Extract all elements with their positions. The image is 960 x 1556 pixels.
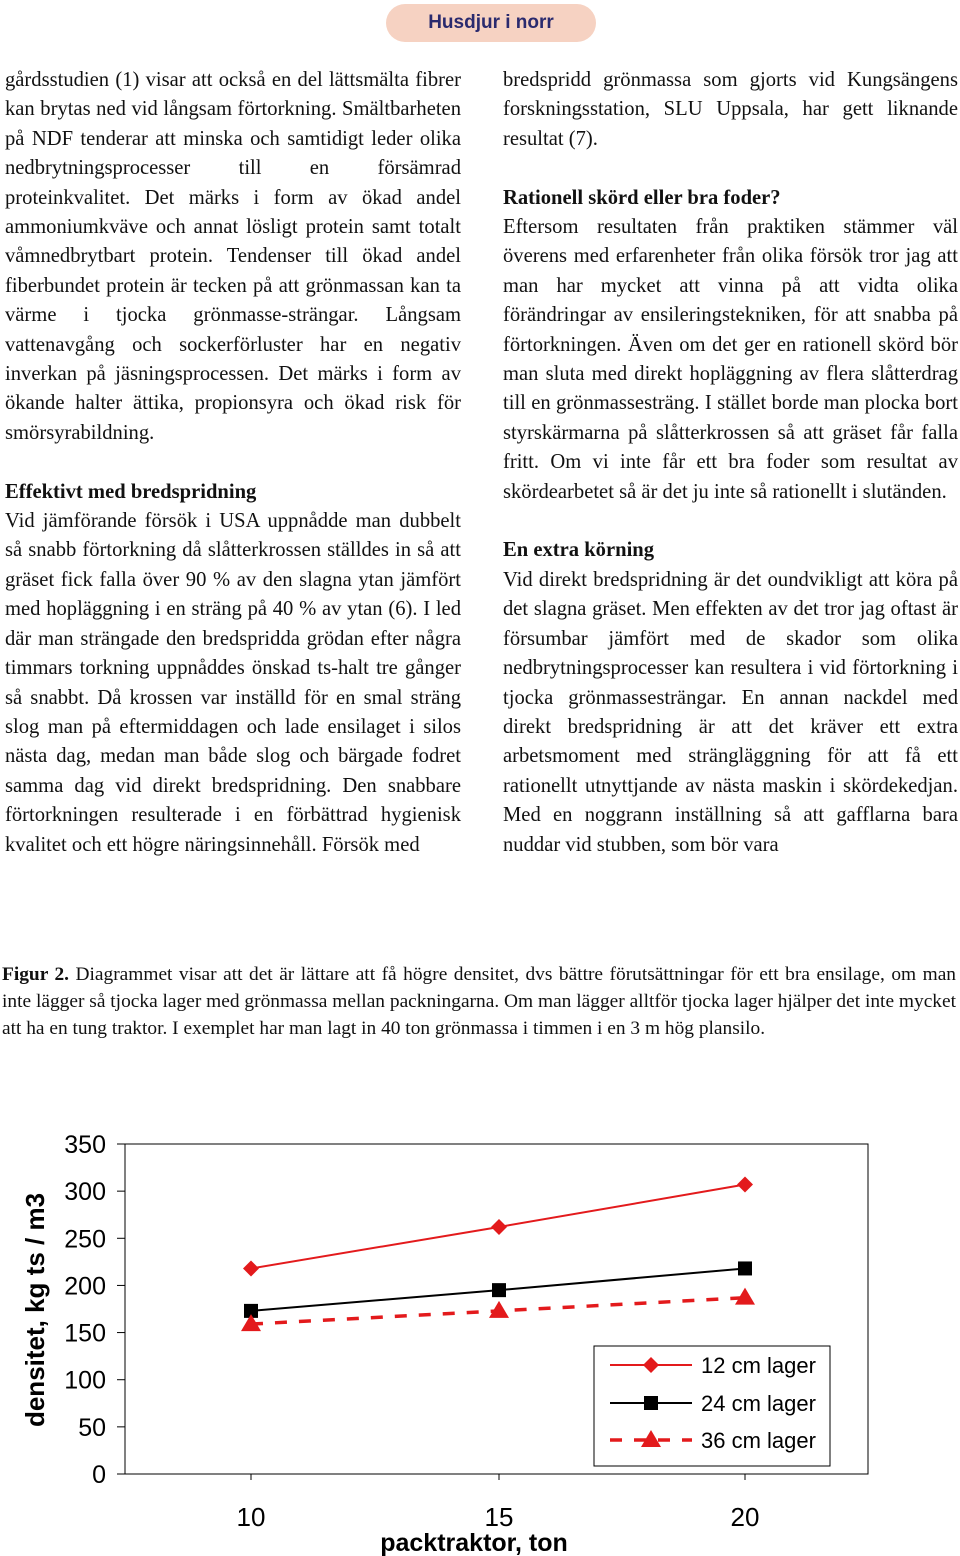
- legend-marker: [644, 1396, 658, 1410]
- legend-label: 24 cm lager: [701, 1391, 816, 1416]
- right-column: [503, 66, 958, 860]
- heading-rationell-skord: Rationell skörd eller bra foder?: [503, 186, 781, 209]
- y-axis-label: densitet, kg ts / m3: [20, 1192, 50, 1428]
- y-tick-label: 150: [64, 1319, 106, 1348]
- heading-extra-korning: En extra körning: [503, 539, 655, 562]
- figure-caption-text: Diagrammet visar att det är lättare att få högre densitet, dvs bättre förutsättningar för ett bra ensilage, om man inte lägger så tjocka lager med grönmassa mellan packningarna. Om man lägger alltför tjocka lager hjälper det inte mycket att ha en tung traktor. I exemplet har man lagt in 40 ton grönmassa i timmen i en 3 m hög plansilo.: [2, 964, 956, 1039]
- x-tick-label: 15: [484, 1502, 514, 1532]
- x-axis-label: packtraktor, ton: [380, 1529, 568, 1556]
- left-paragraph-2: Vid jämförande försök i USA uppnådde man dubbelt så snabb förtorkning då slåtterkrossen ställdes in så att gräset fick falla över 90 % av den slagna ytan jämfört med hopläggning i en sträng på 40 % av ytan (6). I led där man strängade den bredspridda grödan efter några timmars torkning uppnåddes önskad ts-halt tre gånger så snabbt. Då krossen var inställd för en smal sträng slog man på eftermiddagen och lade ensilaget i silos nästa dag, medan man både slog och bärgade fodret samma dag vid direkt bredspridning. Den snabbare förtorkningen resulterade i en förbättrad hygienisk kvalitet och ett högre näringsinnehåll. Försök med: [5, 510, 461, 856]
- right-paragraph-2: Eftersom resultaten från praktiken stämmer väl överens med erfarenheter från olika försök tror jag att man har mycket att vinna på att vidta olika förändringar av ensileringstekniken, för att snabba på förtorkningen. Även om det ger en rationell skörd bör man sluta med direkt hopläggning av flera slåtterdrag till en grönmassesträng. I stället borde man plocka bort styrskärmarna på slåtterkrossen så att gräset får falla fritt. Om vi inte får ett bra foder som resultat av skördearbetet så är det ju inte så rationellt i slutänden.: [503, 216, 958, 503]
- data-point: [492, 1283, 506, 1297]
- data-point: [738, 1261, 752, 1275]
- x-axis-ticks: [237, 1474, 760, 1532]
- legend-label: 36 cm lager: [701, 1428, 816, 1453]
- left-paragraph-1: gårdsstudien (1) visar att också en del lättsmälta fibrer kan brytas ned vid långsam förtorkning. Smältbarheten på NDF tenderar att minska och samtidigt leder olika nedbrytningsprocesser till en försämrad proteinkvalitet. Det märks i form av ökad andel ammoniumkväve och annat lösligt protein samt totalt våmnedbrytbart protein. Tendenser till ökad andel fiberbundet protein är tecken på att grönmassan kan ta värme i tjocka grönmasse-strängar. Långsam vattenavgång och sockerförluster har en negativ inverkan på jäsningsprocessen. Det märks i form av ökande halter ättika, propionsyra och ökad risk för smörsyrabildning.: [5, 69, 461, 444]
- right-paragraph-1: bredspridd grönmassa som gjorts vid Kungsängens forskningsstation, SLU Uppsala, har gett liknande resultat (7).: [503, 69, 958, 150]
- right-paragraph-3: Vid direkt bredspridning är det oundvikligt att köra på det slagna gräset. Men effekten av det tror jag oftast är försumbar jämfört med de skador som olika nedbrytningsprocesser kan resultera i vid förtorkning i tjocka grönmassesträngar. En annan nackdel med direkt bredspridning är att det kräver ett extra arbetsmoment med strängläggning för att få ett rationellt utnyttjande av nästa maskin i skördekedjan. Med en noggrann inställning så att gafflarna bara nuddar vid stubben, som bör vara: [503, 568, 958, 856]
- y-tick-label: 350: [64, 1131, 106, 1159]
- legend: [594, 1346, 830, 1466]
- legend-label: 12 cm lager: [701, 1353, 816, 1378]
- y-tick-label: 50: [78, 1413, 106, 1442]
- section-tag: Husdjur i norr: [386, 4, 596, 42]
- left-column: [5, 66, 461, 860]
- y-tick-label: 300: [64, 1178, 106, 1207]
- x-tick-label: 20: [730, 1502, 760, 1532]
- y-axis-ticks: [64, 1131, 125, 1489]
- figure-label: Figur 2.: [2, 964, 70, 985]
- y-tick-label: 200: [64, 1272, 106, 1301]
- y-tick-label: 100: [64, 1366, 106, 1395]
- y-tick-label: 0: [92, 1461, 106, 1489]
- heading-bredspridning: Effektivt med bredspridning: [5, 480, 257, 503]
- density-chart: [0, 1120, 960, 1556]
- figure-caption: [2, 961, 956, 1042]
- y-tick-label: 250: [64, 1225, 106, 1254]
- x-tick-label: 10: [236, 1502, 266, 1532]
